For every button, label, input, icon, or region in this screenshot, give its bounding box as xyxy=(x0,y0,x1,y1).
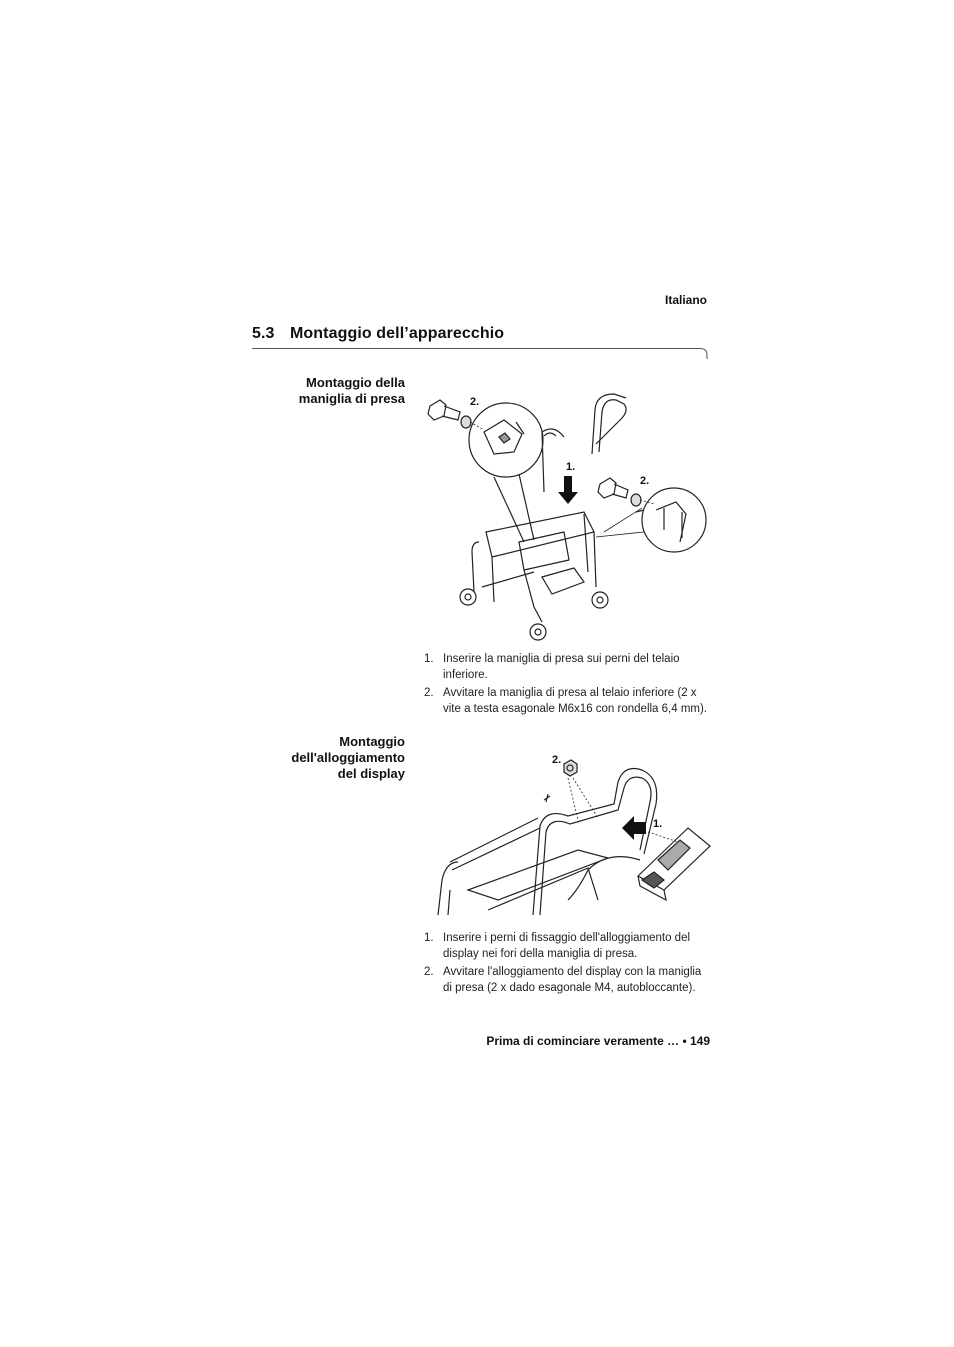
section-rule xyxy=(252,347,712,361)
section-title xyxy=(252,325,504,343)
callout-2: 2. xyxy=(470,396,480,408)
wheel-icon xyxy=(592,592,608,608)
nut-icon xyxy=(564,760,577,776)
wheel-icon xyxy=(460,589,476,605)
display-housing-figure xyxy=(428,750,718,918)
callout-2: 2. xyxy=(640,475,650,487)
handle-assembly-figure xyxy=(424,392,714,647)
steps-list-handle xyxy=(424,652,714,720)
subheading-handle-assembly: Montaggio della maniglia di presa xyxy=(298,375,405,406)
list-item: 1. Inserire i perni di fissaggio dell'alloggiamento del display nei fori della maniglia di presa. xyxy=(424,932,691,960)
list-item: 1. Inserire la maniglia di presa sui perni del telaio inferiore. xyxy=(424,653,680,681)
list-item: 2. Avvitare la maniglia di presa al telaio inferiore (2 x vite a testa esagonale M6x16 con rondella 6,4 mm). xyxy=(424,687,708,715)
subheading-display-housing: Montaggio dell'alloggiamento del display xyxy=(291,734,405,781)
callout-2: 2. xyxy=(552,754,562,766)
language-label: Italiano xyxy=(664,293,707,307)
detail-circle xyxy=(469,403,543,477)
callout-1: 1. xyxy=(653,818,663,830)
display-housing xyxy=(638,828,710,900)
page-footer: Prima di cominciare veramente … • 149 xyxy=(486,1034,710,1048)
wheel-icon xyxy=(530,624,546,640)
section-number: 5.3 xyxy=(252,325,275,342)
steps-list-display xyxy=(424,931,714,999)
callout-1: 1. xyxy=(566,461,576,473)
list-item: 2. Avvitare l'alloggiamento del display con la maniglia di presa (2 x dado esagonale M4, autobloccante). xyxy=(424,966,702,994)
arrow-down-icon xyxy=(558,476,578,504)
bolt-icon xyxy=(598,478,641,506)
section-title-text: Montaggio dell’apparecchio xyxy=(290,325,505,342)
detail-circle xyxy=(642,488,706,552)
bolt-icon xyxy=(428,400,471,428)
